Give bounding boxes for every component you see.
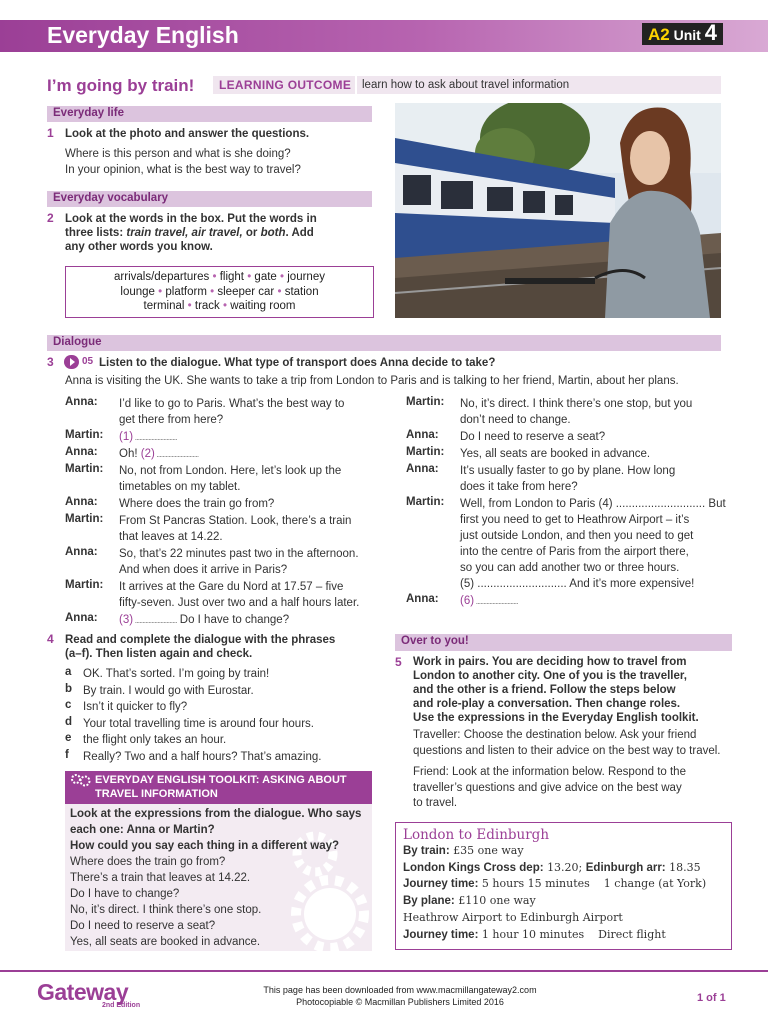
audio-play-icon[interactable] (64, 355, 79, 369)
dialogue-text (119, 579, 389, 611)
info-label: Journey time: (403, 878, 479, 891)
exercise-instruction: Listen to the dialogue. What type of transport does Anna decide to take? (99, 357, 496, 369)
speaker-name: Martin: (406, 446, 445, 458)
travel-info-title: London to Edinburgh (403, 827, 550, 843)
lesson-title: I’m going by train! (47, 76, 195, 95)
learning-outcome-text: learn how to ask about travel information (362, 79, 570, 91)
speaker-name: Martin: (65, 579, 104, 591)
dialogue-text (460, 496, 730, 592)
dialogue-text-part: Oh! (119, 448, 141, 460)
phrase-text: Really? Two and a half hours? That’s amazing. (83, 750, 322, 763)
instruction-line: London to another city. One of you is the traveller, (413, 670, 687, 682)
dialogue-line: so you can add another two or three hours. (460, 562, 680, 574)
footer-divider (0, 970, 768, 972)
gap-blank: ............................ (133, 432, 177, 442)
travel-info-box (395, 822, 732, 950)
footer-text (230, 984, 570, 1008)
dialogue-line: Well, from London to Paris (4) ............................ But (460, 498, 726, 510)
question: In your opinion, what is the best way to travel? (65, 164, 301, 176)
phrase-letter: f (65, 748, 69, 761)
info-value: Direct flight (598, 927, 666, 941)
dialogue-line: I’d like to go to Paris. What’s the best way to (119, 398, 345, 410)
travel-info-row (403, 843, 731, 860)
toolkit-question: Look at the expressions from the dialogue. Who says (70, 808, 362, 820)
phrase-letter: b (65, 682, 73, 695)
travel-info-row (403, 927, 731, 944)
speaker-name: Martin: (65, 463, 104, 475)
word: platform (165, 285, 207, 298)
speaker-name: Anna: (406, 463, 439, 475)
dialogue-line: Do I need to reserve a seat? (460, 431, 606, 443)
info-value: 1 change (at York) (603, 877, 707, 891)
audio-track-number: 05 (82, 356, 94, 367)
speaker-name: Martin: (65, 429, 104, 441)
role-line: Traveller: Choose the destination below. Ask your friend (413, 729, 697, 741)
toolkit-title-line: TRAVEL INFORMATION (95, 788, 218, 800)
toolkit-expression: Where does the train go from? (70, 856, 226, 868)
word: journey (287, 271, 325, 283)
info-label: By train: (403, 845, 450, 857)
gap-blank: ............................ (154, 449, 199, 459)
dialogue-text (119, 546, 389, 578)
dialogue-line: timetables on my tablet. (119, 481, 241, 493)
gap-number: (1) (119, 431, 134, 443)
info-value: £35 one way (453, 844, 524, 857)
word-box-line: terminal • track • waiting room (143, 300, 296, 312)
speaker-name: Martin: (406, 496, 445, 508)
travel-info-row (403, 910, 731, 927)
instruction-text: . Add (285, 227, 314, 239)
dialogue-line: first you need to get to Heathrow Airport – it’s (460, 514, 690, 526)
word-box (65, 266, 374, 318)
dialogue-text (119, 463, 389, 495)
page-title: Everyday English (47, 22, 239, 48)
dialogue-line: No, it’s direct. I think there’s one stop, but you (460, 398, 693, 410)
word: arrivals/departures (114, 271, 210, 283)
phrase-text: Isn’t it quicker to fly? (83, 701, 188, 713)
word: track (194, 300, 220, 312)
toolkit-expression: Do I have to change? (70, 888, 180, 900)
phrase-text: Your total travelling time is around four hours. (83, 717, 314, 730)
dialogue-line: does it take from here? (460, 481, 578, 493)
toolkit-header (65, 771, 372, 804)
word: sleeper car (217, 285, 275, 298)
footer-line: Photocopiable © Macmillan Publishers Limited 2016 (296, 997, 504, 1007)
instruction-line: and role-play a conversation. Then change roles. (413, 698, 681, 710)
dialogue-line (460, 593, 730, 609)
word: lounge (120, 285, 155, 298)
info-value: £110 one way (458, 894, 536, 908)
exercise-number: 1 (47, 126, 54, 140)
unit-label: Unit (673, 27, 701, 43)
dialogue-text (119, 429, 389, 445)
dialogue-line: fifty-seven. Just over two and a half hours later. (119, 597, 360, 609)
gap-number: (3) (119, 614, 134, 626)
dialogue-line: No, not from London. Here, let’s look up the (119, 465, 342, 477)
dialogue-line: It’s usually faster to go by plane. How long (460, 465, 676, 477)
phrase-letter: c (65, 699, 72, 711)
learning-outcome-label: LEARNING OUTCOME (219, 78, 352, 92)
toolkit-expression: Yes, all seats are booked in advance. (70, 936, 261, 948)
instruction-line: Look at the words in the box. Put the words in (65, 213, 317, 225)
dialogue-text (460, 446, 730, 462)
dialogue-text (119, 513, 389, 545)
page-number: 1 of 1 (697, 992, 726, 1004)
instruction-line (65, 226, 365, 240)
exercise-instruction (413, 655, 733, 725)
dialogue-text (460, 429, 730, 445)
level-label: A2 (648, 25, 670, 44)
dialogue-line: that leaves at 14.22. (119, 531, 223, 543)
dialogue-text-part: Do I have to change? (176, 614, 290, 626)
edition-label: 2nd Edition (102, 1002, 141, 1009)
instruction-line: and the other is a friend. Follow the steps below (413, 684, 676, 696)
toolkit-body (65, 804, 372, 951)
phrase-text: the flight only takes an hour. (83, 734, 227, 746)
speaker-name: Anna: (65, 396, 98, 408)
toolkit-expression: No, it’s direct. I think there’s one stop. (70, 904, 262, 916)
speaker-name: Anna: (65, 446, 98, 458)
dialogue-text (460, 463, 730, 495)
travel-info-row (403, 876, 731, 893)
speaker-name: Anna: (65, 496, 98, 508)
question: Where is this person and what is she doing? (65, 148, 291, 160)
instruction-text: three lists: (65, 227, 127, 239)
section-over-to-you: Over to you! (395, 634, 732, 651)
section-everyday-life: Everyday life (47, 106, 372, 122)
toolkit-question: each one: Anna or Martin? (70, 824, 215, 836)
travel-info-row (403, 860, 731, 877)
word: terminal (143, 300, 185, 312)
exercise-number: 3 (47, 355, 54, 369)
dialogue-text (119, 446, 389, 462)
dialogue-line: (5) ............................ And it’s more expensive! (460, 578, 695, 590)
gateway-logo: Gateway (37, 979, 129, 1005)
dialogue-line: Yes, all seats are booked in advance. (460, 448, 651, 460)
section-dialogue: Dialogue (47, 335, 721, 351)
unit-number: 4 (704, 20, 717, 45)
exercise-instruction (65, 633, 335, 661)
dialogue-line: into the centre of Paris from the airport there, (460, 546, 689, 558)
info-label: By plane: (403, 895, 455, 908)
dialogue-line: It arrives at the Gare du Nord at 17.57 – five (119, 581, 344, 593)
instruction-line: Read and complete the dialogue with the phrases (65, 634, 336, 646)
dialogue-line: And when does it arrive in Paris? (119, 564, 288, 576)
info-value: 13.20; (547, 860, 583, 874)
dialogue-text (460, 396, 730, 428)
info-label: London Kings Cross dep: (403, 861, 544, 874)
word: waiting room (230, 300, 296, 312)
info-value: 18.35 (669, 860, 701, 874)
phrase-letter: e (65, 732, 72, 744)
word: flight (219, 271, 244, 283)
exercise-number: 5 (395, 655, 402, 669)
section-everyday-vocabulary: Everyday vocabulary (47, 191, 372, 207)
dialogue-line (119, 446, 389, 462)
dialogue-text (119, 396, 389, 428)
travel-info-row (403, 893, 731, 910)
role-line: to travel. (413, 797, 458, 809)
gap-number: (6) (460, 595, 475, 607)
phrase-letter: d (65, 715, 73, 728)
gear-icon (70, 773, 92, 790)
dialogue-line: don’t need to change. (460, 414, 571, 426)
gap-blank: ............................ (133, 615, 177, 625)
phrase-text: By train. I would go with Eurostar. (83, 684, 254, 697)
friend-role (413, 765, 733, 812)
dialogue-line (119, 612, 389, 628)
instruction-emphasis: both (260, 227, 286, 239)
instruction-line: any other words you know. (65, 241, 213, 253)
speaker-name: Anna: (65, 612, 98, 624)
dialogue-intro: Anna is visiting the UK. She wants to take a trip from London to Paris and is talking to her friend, Martin, about her plans. (65, 375, 679, 387)
toolkit-expression: There’s a train that leaves at 14.22. (70, 872, 251, 884)
unit-badge (642, 20, 723, 45)
word: station (284, 285, 319, 298)
learning-outcome-divider (355, 76, 357, 94)
info-label: Edinburgh arr: (585, 861, 666, 874)
dialogue-text (119, 496, 389, 512)
dialogue-text (460, 593, 730, 609)
dialogue-line: So, that’s 22 minutes past two in the afternoon. (119, 548, 359, 560)
speaker-name: Anna: (65, 546, 98, 558)
instruction-emphasis: train travel, air travel, (126, 227, 243, 239)
dialogue-line: get there from here? (119, 414, 224, 426)
gap-blank: ............................ (474, 596, 518, 606)
info-value: 1 hour 10 minutes (481, 927, 585, 941)
dialogue-line: From St Pancras Station. Look, there’s a train (119, 515, 352, 527)
word-box-line: arrivals/departures • flight • gate • journey (114, 271, 325, 283)
role-line: traveller’s questions and give advice on the best way (413, 781, 682, 794)
info-value: Heathrow Airport to Edinburgh Airport (403, 910, 623, 924)
train-photo (395, 103, 721, 318)
word: gate (254, 271, 277, 283)
dialogue-line: Where does the train go from? (119, 498, 275, 510)
toolkit-expression: Do I need to reserve a seat? (70, 920, 216, 932)
word-box-line: lounge • platform • sleeper car • station (120, 285, 319, 298)
footer-line: This page has been downloaded from www.macmillangateway2.com (263, 985, 537, 995)
gap-number: (2) (140, 448, 155, 460)
phrase-text: OK. That’s sorted. I’m going by train! (83, 668, 270, 680)
role-line: questions and listen to their advice on the best way to travel. (413, 744, 721, 757)
instruction-line: Use the expressions in the Everyday English toolkit. (413, 712, 699, 724)
info-value: 5 hours 15 minutes (481, 877, 590, 891)
speaker-name: Martin: (406, 396, 445, 408)
info-label: Journey time: (403, 928, 479, 941)
role-line: Friend: Look at the information below. Respond to the (413, 766, 686, 778)
exercise-instruction (65, 212, 365, 254)
instruction-line: (a–f). Then listen again and check. (65, 648, 253, 660)
speaker-name: Anna: (406, 429, 439, 441)
dialogue-line (119, 429, 389, 445)
speaker-name: Martin: (65, 513, 104, 525)
exercise-number: 4 (47, 632, 54, 646)
toolkit-title-line: EVERYDAY ENGLISH TOOLKIT: ASKING ABOUT (95, 774, 347, 786)
dialogue-line: just outside London, and then you need to get (460, 530, 694, 542)
exercise-instruction: Look at the photo and answer the questions. (65, 128, 310, 140)
exercise-number: 2 (47, 211, 54, 225)
toolkit-question: How could you say each thing in a different way? (70, 840, 340, 852)
phrase-letter: a (65, 666, 72, 678)
dialogue-text (119, 612, 389, 628)
instruction-text: or (242, 227, 261, 239)
speaker-name: Anna: (406, 593, 439, 605)
instruction-line: Work in pairs. You are deciding how to travel from (413, 656, 687, 668)
traveller-role (413, 728, 733, 759)
